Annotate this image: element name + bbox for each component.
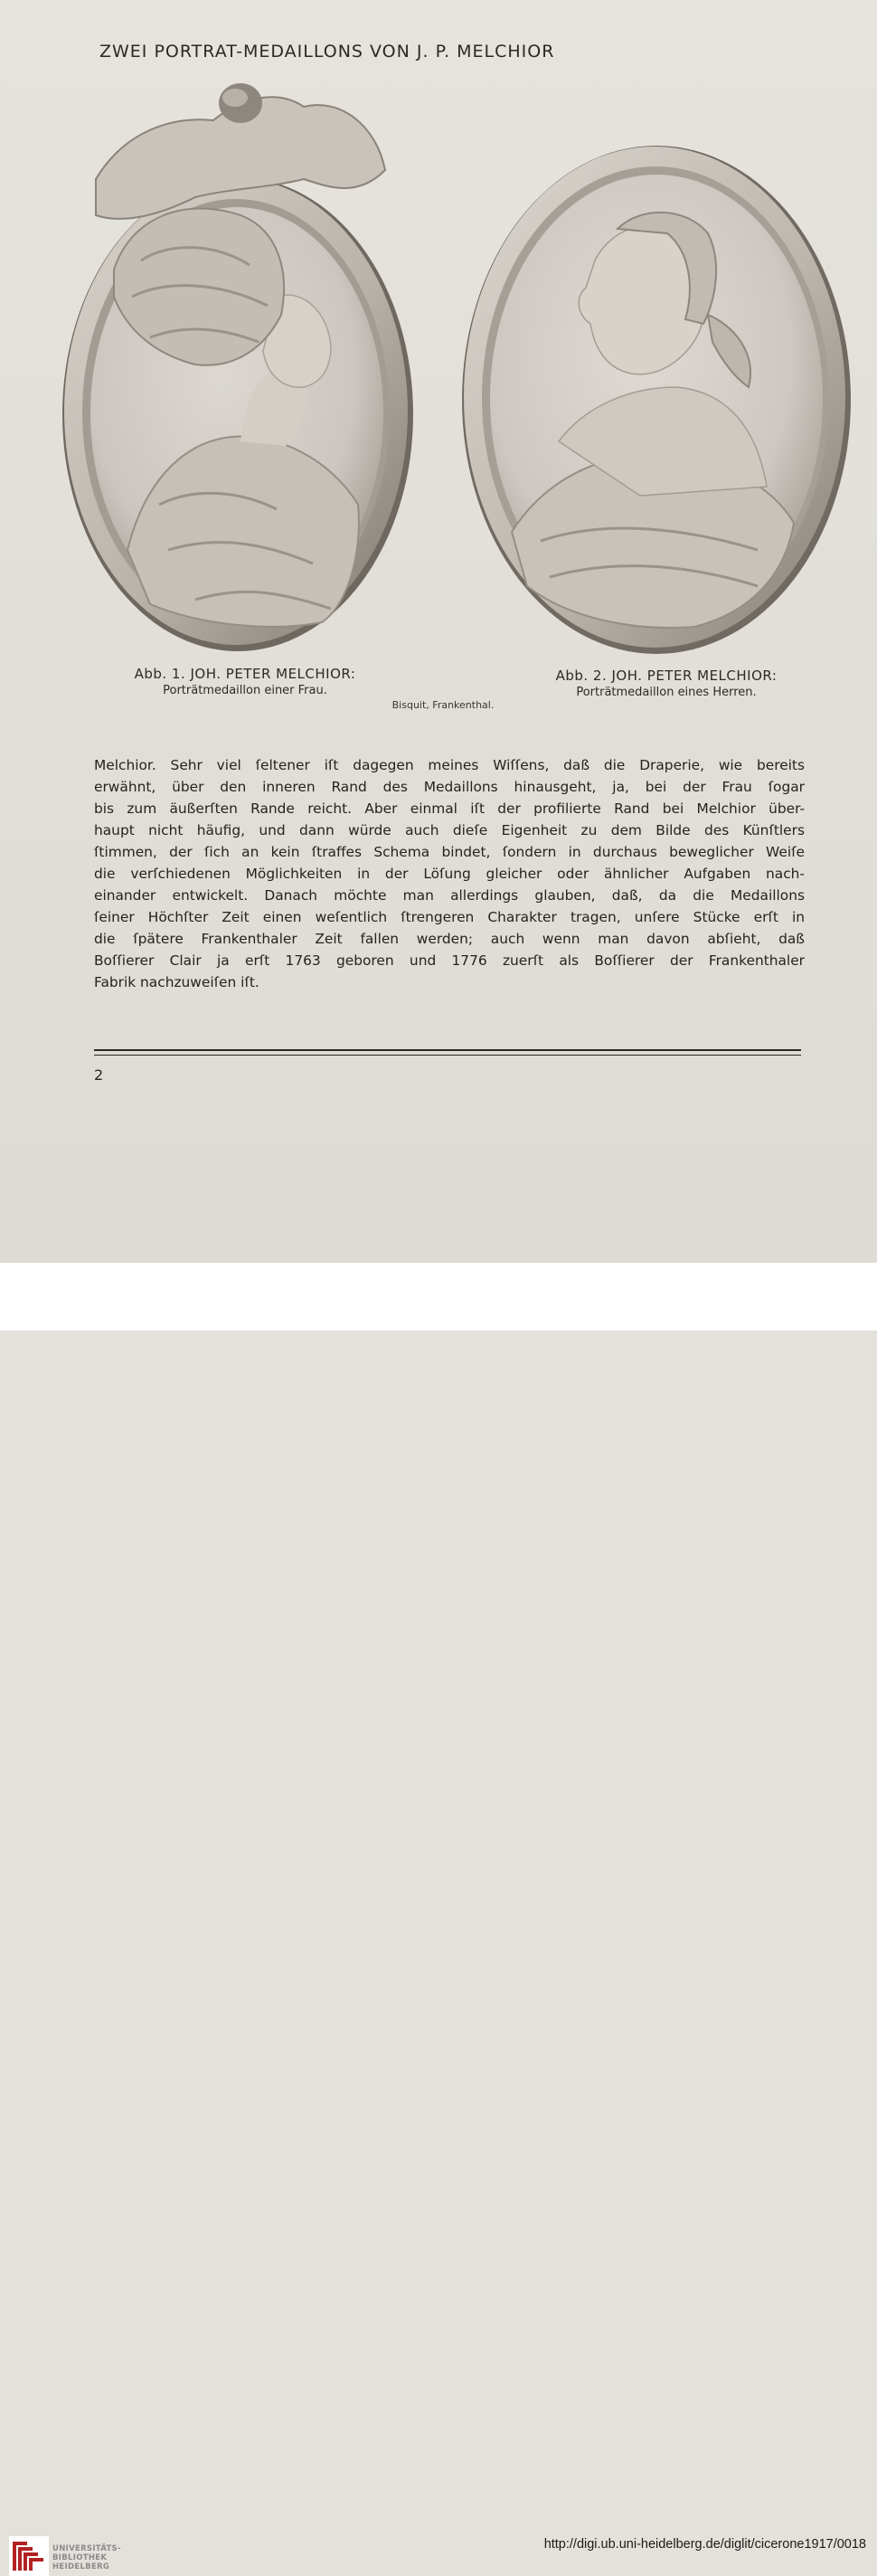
- library-logo-text: [52, 2544, 121, 2571]
- figure-1-caption-subtitle: Porträtmedaillon einer Frau.: [163, 684, 327, 697]
- page-number: 2: [94, 1066, 104, 1084]
- book-page: [0, 0, 877, 1263]
- running-head: ZWEI PORTRAT-MEDAILLONS VON J. P. MELCHIOR: [99, 42, 555, 62]
- logo-line: UNIVERSITÄTS-: [52, 2544, 121, 2553]
- body-line: haupt nicht häufig, und dann würde auch dieſe Eigenheit zu dem Bilde des Künſtlers: [94, 822, 805, 838]
- library-logo-icon: [9, 2536, 49, 2576]
- logo-line: BIBLIOTHEK: [52, 2553, 108, 2562]
- body-line: ſtimmen, der ſich an kein ſtraffes Schema bindet, ſondern in durchaus beweglicher Weiſe: [94, 844, 805, 860]
- viewer-footer: [0, 1263, 877, 2571]
- medallion-woman-image: [60, 80, 416, 653]
- body-line: Boſſierer Clair ja erſt 1763 geboren und 1776 zuerſt als Boſſierer der Frankenthaler: [94, 952, 805, 969]
- figure-2-caption: [517, 668, 816, 699]
- body-line: Melchior. Sehr viel ſeltener iſt dagegen meines Wiſſens, daß die Draperie, wie bereits: [94, 757, 805, 773]
- figure-2-caption-subtitle: Porträtmedaillon eines Herren.: [576, 686, 757, 699]
- material-note: Bisquit, Frankenthal.: [391, 699, 495, 711]
- body-paragraph: [94, 754, 805, 993]
- body-line: einander entwickelt. Danach möchte man allerdings glauben, daß, da die Medaillons: [94, 887, 805, 904]
- body-line: die ſpätere Frankenthaler Zeit fallen werden; auch wenn man davon abſieht, daß: [94, 931, 805, 947]
- body-line: Fabrik nachzuweiſen iſt.: [94, 974, 259, 990]
- figure-1-caption-title: Abb. 1. JOH. PETER MELCHIOR:: [134, 666, 356, 682]
- footer-rule-thick: [94, 1049, 801, 1051]
- figure-1-caption: [96, 666, 394, 697]
- body-line: ſeiner Höchſter Zeit einen weſentlich ſtrengeren Charakter tragen, unſere Stücke erſt in: [94, 909, 805, 925]
- source-url-link[interactable]: http://digi.ub.uni-heidelberg.de/diglit/cicerone1917/0018: [543, 2537, 866, 2552]
- body-line: erwähnt, über den inneren Rand des Medaillons hinausgeht, ja, bei der Frau ſogar: [94, 779, 805, 795]
- body-line: die verſchiedenen Möglichkeiten in der Löſung gleicher oder ähnlicher Aufgaben nach-: [94, 866, 805, 882]
- figure-2-caption-title: Abb. 2. JOH. PETER MELCHIOR:: [555, 668, 778, 684]
- body-line: bis zum äußerſten Rande reicht. Aber einmal iſt der profilierte Rand bei Melchior über-: [94, 800, 805, 817]
- footer-rule-thin: [94, 1055, 801, 1056]
- logo-line: HEIDELBERG: [52, 2562, 110, 2571]
- medallion-man-image: [459, 143, 852, 655]
